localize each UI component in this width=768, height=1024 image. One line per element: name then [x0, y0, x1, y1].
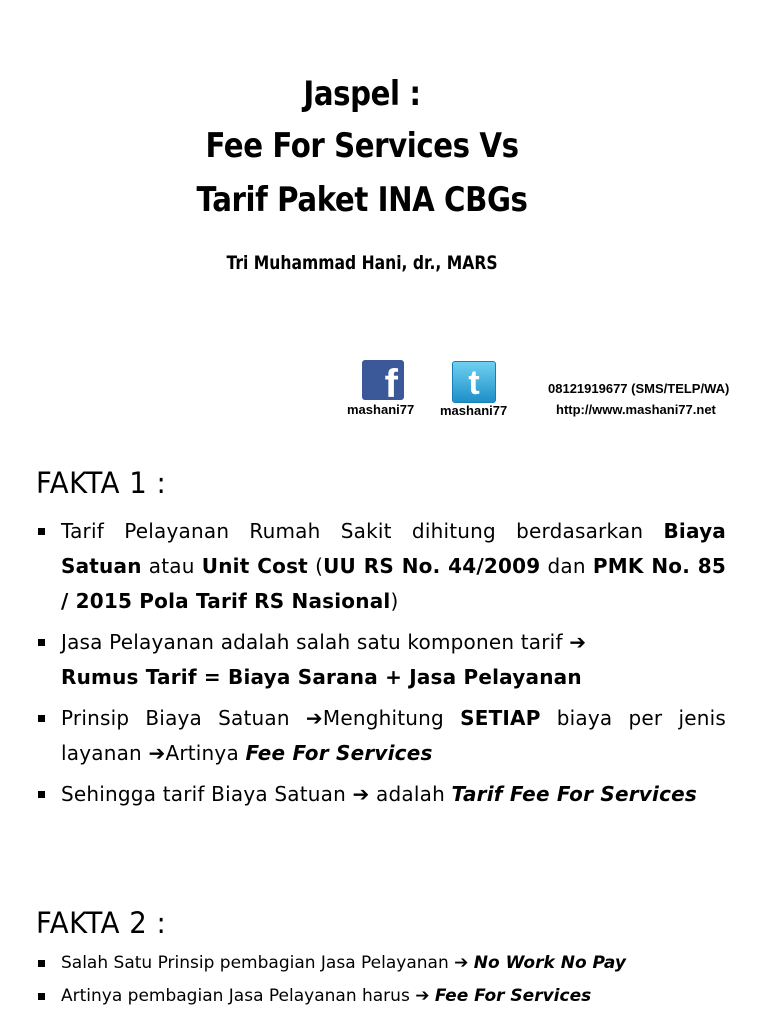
author-name: Tri Muhammad Hani, dr., MARS: [226, 252, 498, 274]
arrow-icon: ➔: [148, 741, 166, 765]
fakta-1-heading: FAKTA 1 :: [36, 466, 167, 500]
list-item: Jasa Pelayanan adalah salah satu komponen tarif ➔ Rumus Tarif = Biaya Sarana + Jasa Pelayanan: [36, 625, 726, 695]
list-item: Salah Satu Prinsip pembagian Jasa Pelayanan ➔ No Work No Pay: [36, 952, 736, 975]
title-line-2: Fee For Services Vs: [205, 126, 519, 166]
title-line-1: Jaspel :: [303, 74, 421, 114]
contact-website[interactable]: http://www.mashani77.net: [556, 402, 716, 417]
arrow-icon: ➔: [569, 630, 587, 654]
list-item: Tarif Pelayanan Rumah Sakit dihitung berdasarkan Biaya Satuan atau Unit Cost (UU RS No. 44/2009 dan PMK No. 85 / 2015 Pola Tarif RS Nasional): [36, 514, 726, 619]
list-item: Prinsip Biaya Satuan ➔Menghitung SETIAP biaya per jenis layanan ➔Artinya Fee For Services: [36, 701, 726, 771]
list-item: Artinya pembagian Jasa Pelayanan harus ➔ Fee For Services: [36, 985, 736, 1008]
facebook-icon[interactable]: f: [362, 360, 404, 400]
arrow-icon: ➔: [305, 706, 323, 730]
fakta-1-list: [36, 514, 726, 818]
arrow-icon: ➔: [415, 986, 430, 1006]
contact-phone: 08121919677 (SMS/TELP/WA): [548, 381, 730, 396]
facebook-handle[interactable]: mashani77: [347, 402, 415, 417]
title-line-3: Tarif Paket INA CBGs: [196, 180, 528, 220]
fakta-2-heading: FAKTA 2 :: [36, 906, 167, 940]
arrow-icon: ➔: [454, 953, 469, 973]
twitter-icon[interactable]: t: [452, 361, 496, 403]
twitter-handle[interactable]: mashani77: [440, 403, 508, 418]
fakta-2-list: [36, 952, 736, 1018]
arrow-icon: ➔: [352, 782, 370, 806]
list-item: Sehingga tarif Biaya Satuan ➔ adalah Tarif Fee For Services: [36, 777, 726, 812]
